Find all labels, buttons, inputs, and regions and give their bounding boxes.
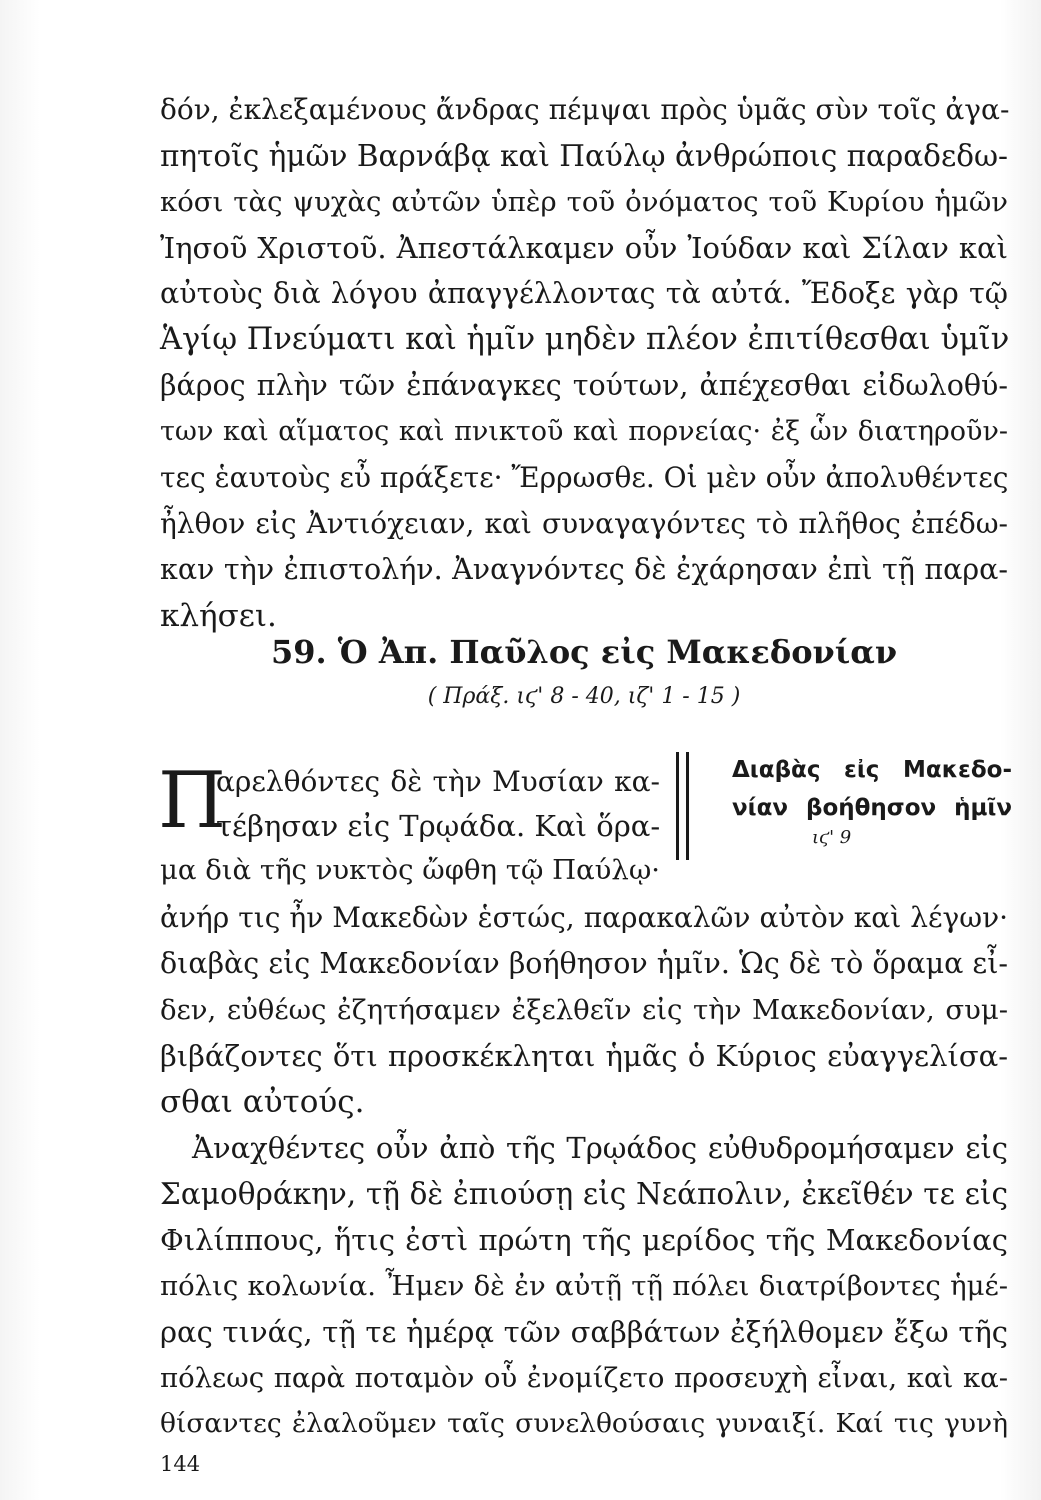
sidenote-line: νίαν βοήθησον ἡμῖν (732, 795, 1012, 821)
body-line: κόσι τὰς ψυχὰς αὐτῶν ὑπὲρ τοῦ ὀνόματος τοῦ Κυρίου ἡμῶν (160, 186, 1008, 218)
section-reference: ( Πράξ. ιϛ' 8 - 40, ιζ' 1 - 15 ) (427, 684, 741, 709)
column-rule (676, 752, 679, 860)
body-line: ἦλθον εἰς Ἀντιόχειαν, καὶ συναγαγόντες τὸ πλῆθος ἐπέδω- (160, 507, 1008, 540)
body-line: Ἰησοῦ Χριστοῦ. Ἀπεστάλκαμεν οὖν Ἰούδαν καὶ Σίλαν καὶ (160, 231, 1008, 265)
body-line: σθαι αὐτούς. (160, 1084, 365, 1120)
drop-cap: Π (158, 756, 227, 846)
body-line: δόν, ἐκλεξαμένους ἄνδρας πέμψαι πρὸς ὑμᾶς σὺν τοῖς ἀγα- (160, 93, 1010, 126)
body-line: Σαμοθράκην, τῇ δὲ ἐπιούσῃ εἰς Νεάπολιν, ἐκεῖθέν τε εἰς (160, 1177, 1008, 1211)
body-line: πόλις κολωνία. Ἦμεν δὲ ἐν αὐτῇ τῇ πόλει διατρίβοντες ἡμέ- (160, 1270, 1008, 1302)
body-line: Ἀναχθέντες οὖν ἀπὸ τῆς Τρῳάδος εὐθυδρομήσαμεν εἰς (192, 1131, 1008, 1165)
body-line: θίσαντες ἐλαλοῦμεν ταῖς συνελθούσαις γυναιξί. Καί τις γυνὴ (160, 1408, 1008, 1439)
sidenote-line: Διαβὰς εἰς Μακεδο- (732, 757, 1012, 783)
body-line: των καὶ αἵματος καὶ πνικτοῦ καὶ πορνείας· ἐξ ὧν διατηροῦν- (160, 416, 1008, 447)
body-line: Ἁγίῳ Πνεύματι καὶ ἡμῖν μηδὲν πλέον ἐπιτίθεσθαι ὑμῖν (160, 322, 1010, 357)
body-line: Φιλίππους, ἥτις ἐστὶ πρώτη τῆς μερίδος τῆς Μακεδονίας (160, 1223, 1008, 1257)
body-line: δεν, εὐθέως ἐζητήσαμεν ἐξελθεῖν εἰς τὴν Μακεδονίαν, συμ- (160, 994, 1008, 1026)
sidenote-reference: ιϛ' 9 (812, 827, 852, 848)
section-heading: 59. Ὁ Ἀπ. Παῦλος εἰς Μακεδονίαν (270, 633, 898, 671)
body-line: βάρος πλὴν τῶν ἐπάναγκες τούτων, ἀπέχεσθαι εἰδωλοθύ- (160, 369, 1008, 402)
body-line: πητοῖς ἡμῶν Βαρνάβᾳ καὶ Παύλῳ ἀνθρώποις παραδεδω- (160, 139, 1009, 173)
body-line: διαβὰς εἰς Μακεδονίαν βοήθησον ἡμῖν. Ὡς δὲ τὸ ὅραμα εἶ- (160, 947, 1008, 980)
body-line: πόλεως παρὰ ποταμὸν οὗ ἐνομίζετο προσευχὴ εἶναι, καὶ κα- (160, 1362, 1008, 1394)
body-line: βιβάζοντες ὅτι προσκέκληται ἡμᾶς ὁ Κύριος εὐαγγελίσα- (160, 1039, 1008, 1073)
page-number: 144 (160, 1452, 201, 1476)
column-rule (686, 752, 689, 860)
body-line: ἀνήρ τις ἦν Μακεδὼν ἑστώς, παρακαλῶν αὐτὸν καὶ λέγων· (160, 901, 1008, 934)
opening-line: μα διὰ τῆς νυκτὸς ὤφθη τῷ Παύλῳ· (160, 854, 660, 886)
body-line: ρας τινάς, τῇ τε ἡμέρᾳ τῶν σαββάτων ἐξήλθομεν ἔξω τῆς (160, 1315, 1008, 1349)
opening-line: τέβησαν εἰς Τρῳάδα. Καὶ ὅρα- (216, 809, 661, 843)
body-line: αὐτοὺς διὰ λόγου ἀπαγγέλλοντας τὰ αὐτά. Ἔδοξε γὰρ τῷ (160, 277, 1008, 310)
body-line: κλήσει. (160, 598, 277, 634)
body-line: τες ἑαυτοὺς εὖ πράξετε· Ἔρρωσθε. Οἱ μὲν οὖν ἀπολυθέντες (160, 461, 1009, 494)
body-line: καν τὴν ἐπιστολήν. Ἀναγνόντες δὲ ἐχάρησαν ἐπὶ τῇ παρα- (160, 553, 1008, 586)
opening-line: αρελθόντες δὲ τὴν Μυσίαν κα- (216, 765, 660, 798)
